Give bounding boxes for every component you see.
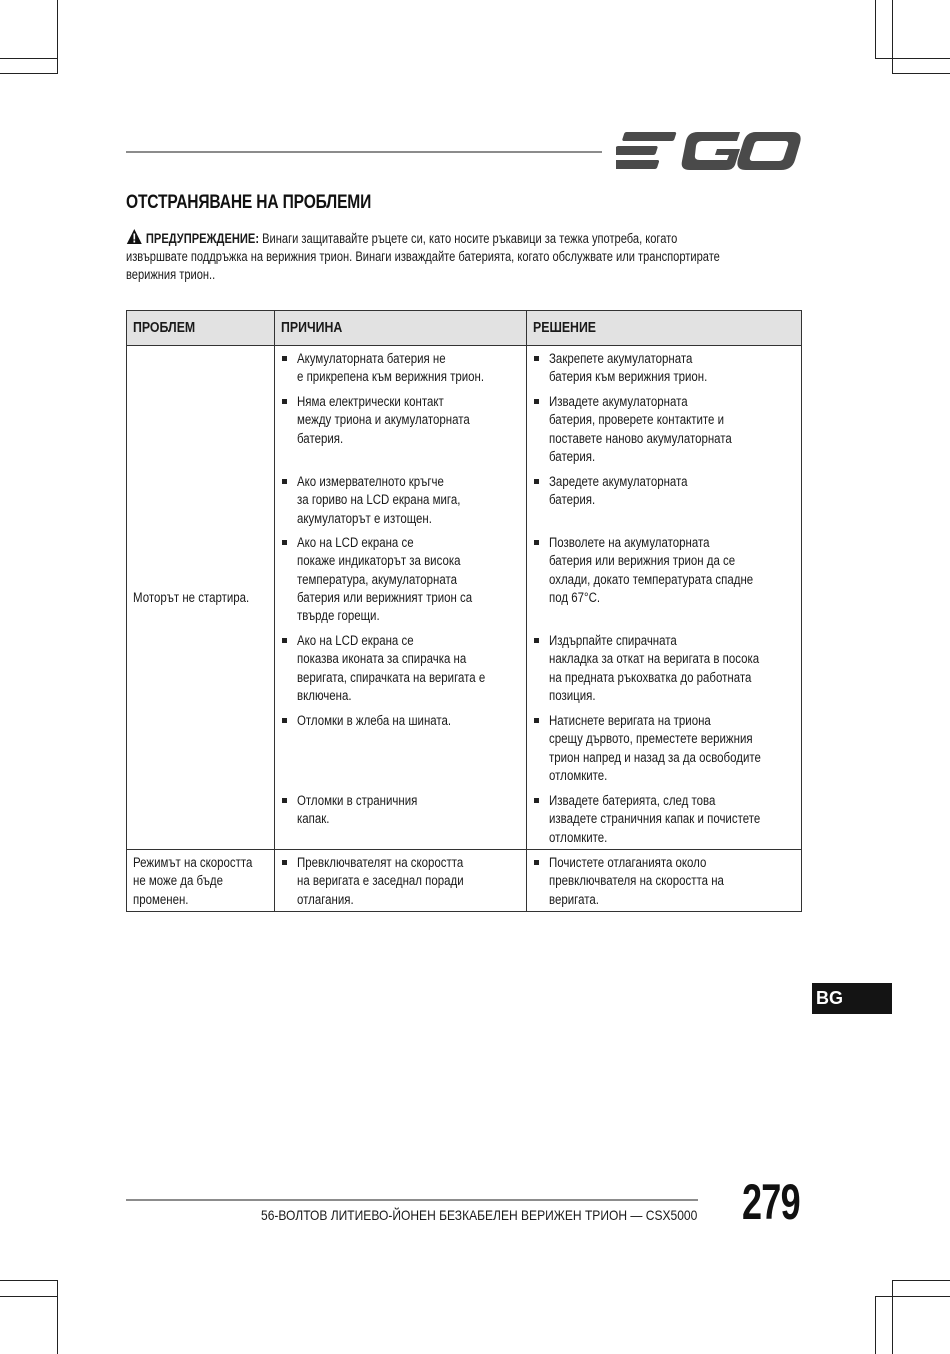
problem-text: не може да бъде xyxy=(133,873,224,889)
list-item: Заредете акумулаторната батерия. xyxy=(533,473,795,528)
crop-mark xyxy=(57,1280,58,1354)
bullet-icon xyxy=(282,356,287,361)
table-header-row xyxy=(127,311,802,346)
list-item: Извадете акумулаторната батерия, проверете контактите и поставете наново акумулаторната батерия. xyxy=(533,393,795,467)
list-item: Позволете на акумулаторната батерия или верижния трион да се охлади, докато температурата спадне под 67°C. xyxy=(533,534,795,626)
problem-text: променен. xyxy=(133,891,189,907)
list-item: Няма електрически контакт между триона и акумулаторната батерия. xyxy=(281,393,520,467)
crop-mark xyxy=(57,0,58,74)
crop-mark xyxy=(875,1296,950,1297)
crop-mark xyxy=(892,73,950,74)
crop-mark xyxy=(875,58,950,59)
bullet-icon xyxy=(282,399,287,404)
bullet-icon xyxy=(534,479,539,484)
bullet-icon xyxy=(534,718,539,723)
footer-text: 56-ВОЛТОВ ЛИТИЕВО-ЙОНЕН БЕЗКАБЕЛЕН ВЕРИЖЕН ТРИОН — CSX5000 xyxy=(260,1207,697,1223)
bullet-icon xyxy=(534,399,539,404)
bullet-icon xyxy=(534,638,539,643)
solution-cell xyxy=(527,850,802,912)
warning-label: ПРЕДУПРЕЖДЕНИЕ: xyxy=(145,231,260,246)
list-item: Натиснете веригата на триона срещу дървото, преместете верижния трион напред и назад за да освободите отломките. xyxy=(533,712,795,786)
troubleshooting-table xyxy=(126,310,802,912)
list-item: Закрепете акумулаторната батерия към верижния трион. xyxy=(533,350,795,387)
bullet-icon xyxy=(534,798,539,803)
bullet-icon xyxy=(282,638,287,643)
crop-mark xyxy=(892,0,893,74)
list-item: Почистете отлаганията около превключвателя на скоростта на веригата. xyxy=(533,854,795,909)
footer-rule xyxy=(126,1199,698,1201)
problem-cell xyxy=(127,346,275,850)
header-solution: РЕШЕНИЕ xyxy=(527,311,802,346)
crop-mark xyxy=(0,1296,57,1297)
bullet-icon xyxy=(534,860,539,865)
header-rule xyxy=(126,151,602,153)
crop-mark xyxy=(0,58,57,59)
language-tab: BG xyxy=(812,983,892,1014)
bullet-icon xyxy=(282,718,287,723)
list-item: Ако измервателното кръгче за гориво на LCD екрана мига, акумулаторът е изтощен. xyxy=(281,473,520,528)
crop-mark xyxy=(875,1296,876,1354)
problem-cell xyxy=(127,850,275,912)
problem-text: Режимът на скоростта xyxy=(133,855,253,870)
list-item: Издърпайте спирачната накладка за откат на веригата в посока на предната ръкохватка до работната позиция. xyxy=(533,632,795,706)
page-title: ОТСТРАНЯВАНЕ НА ПРОБЛЕМИ xyxy=(126,192,372,213)
list-item: Отломки в жлеба на шината. xyxy=(281,712,520,786)
warning-line: извършвате поддръжка на верижния трион. Винаги изваждайте батерията, когато обслужвате или транспортирате xyxy=(126,249,720,264)
list-item: Ако на LCD екрана се показва иконата за спирачка на веригата, спирачката на веригата е включена. xyxy=(281,632,520,706)
solution-cell xyxy=(527,346,802,850)
crop-mark xyxy=(892,1280,893,1354)
problem-text: Моторът не стартира. xyxy=(133,590,250,606)
header-problem: ПРОБЛЕМ xyxy=(127,311,275,346)
cause-cell xyxy=(275,346,527,850)
header-cause: ПРИЧИНА xyxy=(275,311,527,346)
bullet-icon xyxy=(534,356,539,361)
bullet-icon xyxy=(282,479,287,484)
page-number: 279 xyxy=(742,1174,800,1230)
warning-icon xyxy=(126,228,143,245)
bullet-icon xyxy=(534,540,539,545)
table-row xyxy=(127,346,802,850)
bullet-icon xyxy=(282,798,287,803)
crop-mark xyxy=(0,73,57,74)
bullet-icon xyxy=(282,860,287,865)
list-item: Отломки в страничния капак. xyxy=(281,792,520,847)
crop-mark xyxy=(875,0,876,58)
ego-logo xyxy=(616,128,802,174)
list-item: Акумулаторната батерия не е прикрепена към верижния трион. xyxy=(281,350,520,387)
crop-mark xyxy=(0,1280,57,1281)
table-row xyxy=(127,850,802,912)
cause-cell xyxy=(275,850,527,912)
crop-mark xyxy=(892,1280,950,1281)
warning-line: верижния трион.. xyxy=(126,267,216,282)
bullet-icon xyxy=(282,540,287,545)
warning-line xyxy=(126,228,807,248)
warning-text: Винаги защитавайте ръцете си, като носите ръкавици за тежка употреба, когато xyxy=(262,231,678,246)
list-item: Извадете батерията, след това извадете страничния капак и почистете отломките. xyxy=(533,792,795,847)
list-item: Ако на LCD екрана се покаже индикаторът за висока температура, акумулаторната батерия или верижният трион са твърде горещи. xyxy=(281,534,520,626)
list-item: Превключвателят на скоростта на веригата е заседнал поради отлагания. xyxy=(281,854,520,909)
warning-paragraph xyxy=(126,228,807,284)
